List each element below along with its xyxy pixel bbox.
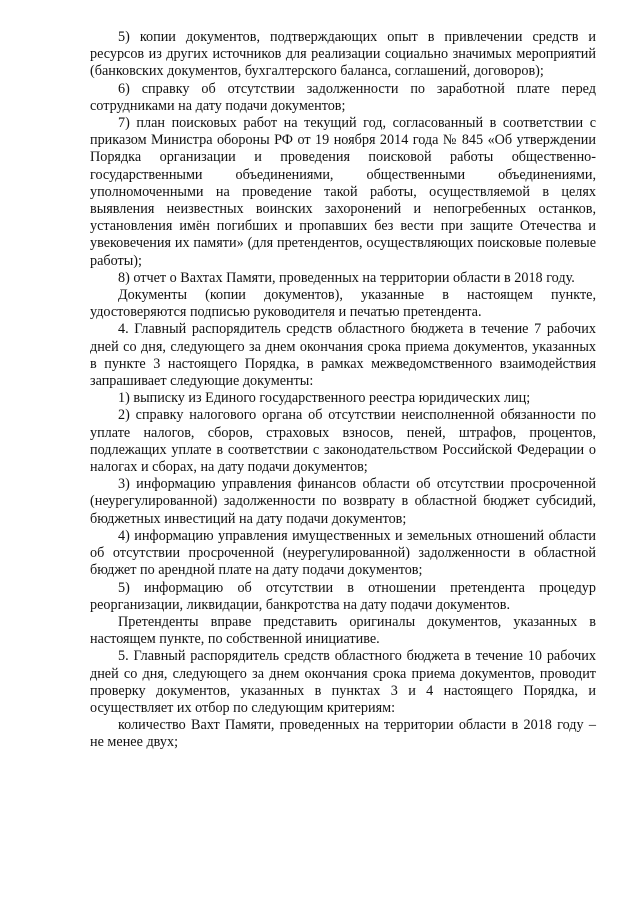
paragraph-item-7-search-plan: 7) план поисковых работ на текущий год, согласованный в соответствии с приказом Министра обороны РФ от 19 ноября 2014 года № 845 «Об утверждении Порядка организации и проведения поисковой работы общественно-государственными объединениями, общественными объединениями, уполномоченными на проведение такой работы, осуществляемой в целях выявления неизвестных воинских захоронений и непогребенных останков, установления имён погибших и пропавших без вести при защите Отечества и увековечения их памяти» (для претендентов, осуществляющих поисковые полевые работы); [90,115,596,269]
paragraph-criterion-memory-watch-count: количество Вахт Памяти, проведенных на территории области в 2018 году – не менее двух; [90,717,596,751]
paragraph-section-4-item-5: 5) информацию об отсутствии в отношении претендента процедур реорганизации, ликвидации, банкротства на дату подачи документов. [90,579,596,613]
paragraph-item-5-copies: 5) копии документов, подтверждающих опыт в привлечении средств и ресурсов из других источников для реализации социально значимых мероприятий (банковских документов, бухгалтерского баланса, соглашений, договоров); [90,29,596,80]
paragraph-section-4-item-2: 2) справку налогового органа об отсутствии неисполненной обязанности по уплате налогов, сборов, страховых взносов, пеней, штрафов, процентов, подлежащих уплате в соответствии с законодательством Российской Федерации о налогах и сборах, на дату подачи документов; [90,407,596,476]
paragraph-item-8-memory-watch-report: 8) отчет о Вахтах Памяти, проведенных на территории области в 2018 году. [118,269,575,286]
paragraph-section-4-item-4: 4) информацию управления имущественных и земельных отношений области об отсутствии просроченной (неурегулированной) задолженности в областной бюджет по арендной плате на дату подачи документов; [90,527,596,579]
paragraph-originals-right: Претенденты вправе представить оригиналы документов, указанных в настоящем пункте, по собственной инициативе. [90,613,596,648]
document-body [90,29,596,752]
paragraph-documents-certification: Документы (копии документов), указанные в настоящем пункте, удостоверяются подписью руководителя и печатью претендента. [90,287,596,321]
paragraph-section-4: 4. Главный распорядитель средств областного бюджета в течение 7 рабочих дней со дня, следующего за днем окончания срока приема документов, указанных в пункте 3 настоящего Порядка, в рамках межведомственного взаимодействия запрашивает следующие документы: [90,321,596,390]
paragraph-section-5: 5. Главный распорядитель средств областного бюджета в течение 10 рабочих дней со дня, следующего за днем окончания срока приема документов, проводит проверку документов, указанных в пунктах 3 и 4 настоящего Порядка, и осуществляет их отбор по следующим критериям: [90,648,596,716]
paragraph-section-4-item-3: 3) информацию управления финансов области об отсутствии просроченной (неурегулированной) задолженности по возврату в областной бюджет субсидий, бюджетных инвестиций на дату подачи документов; [90,476,596,527]
paragraph-item-6-salary-debt: 6) справку об отсутствии задолженности по заработной плате перед сотрудниками на дату подачи документов; [90,80,596,114]
paragraph-section-4-item-1: 1) выписку из Единого государственного реестра юридических лиц; [118,390,531,407]
